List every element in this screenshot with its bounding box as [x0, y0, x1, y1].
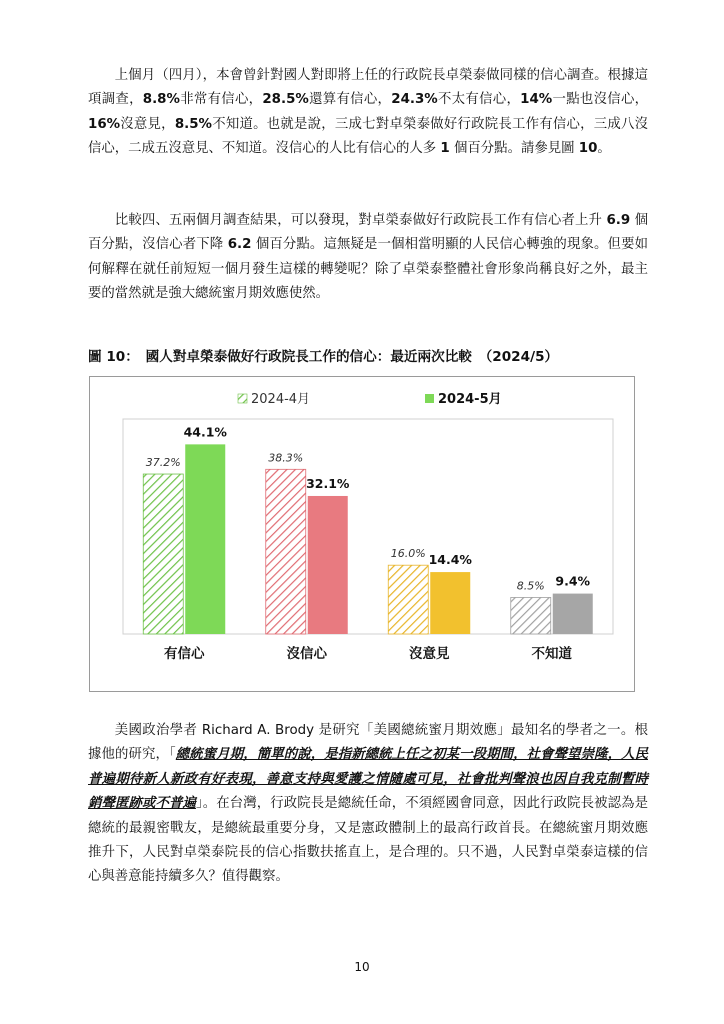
text-segment: 還算有信心， [308, 92, 392, 108]
bar-2024-4-3 [511, 597, 551, 634]
text-segment: 沒意見， [120, 116, 175, 132]
paragraph-brody [88, 719, 648, 890]
bar-2024-4-1 [266, 469, 306, 634]
paragraph-comparison [88, 209, 648, 307]
data-label-2024-5-0: 44.1% [183, 424, 227, 440]
stat-value: 14% [520, 92, 553, 108]
stat-value: 8.5% [174, 116, 212, 132]
paragraph-april-survey [88, 64, 648, 162]
text-segment: 不知道。也就是說，三成七對卓榮泰做好行政院長工作有信心，三成八沒信心，二成五沒意見、不知道。沒信心的人比有信心的人多 [88, 116, 649, 157]
stat-value: 6.2 [227, 237, 252, 253]
text-segment: 」。在台灣，行政院長是總統任命，不須經國會同意，因此行政院長被認為是總統的最親密戰友，是總統最重要分身，又是憲政體制上的最高行政首長。在總統蜜月期效應推升下，人民對卓榮泰院長的信心指數扶搖直上，是合理的。只不過，人民對卓榮泰這樣的信心與善意能持續多久？值得觀察。 [88, 796, 648, 885]
text-segment: 個百分點，沒信心者下降 [88, 213, 648, 253]
text-segment: 個百分點。這無疑是一個相當明顯的人民信心轉強的現象。但要如何解釋在就任前短短一個月發生這樣的轉變呢？除了卓榮泰整體社會形象尚稱良好之外，最主要的當然就是強大總統蜜月期效應使然。 [88, 237, 648, 302]
stat-value: 24.3% [391, 92, 438, 108]
legend-swatch-2024-5 [425, 394, 434, 403]
data-label-2024-4-2: 16.0% [390, 547, 426, 561]
figure-title: 圖 10： 國人對卓榮泰做好行政院長工作的信心：最近兩次比較 （2024/5） [88, 349, 559, 365]
bar-2024-4-2 [388, 565, 428, 634]
data-label-2024-4-1: 38.3% [268, 451, 304, 465]
stat-value: 8.8% [142, 92, 180, 108]
text-segment: 上個月（四月），本會曾針對國人對即將上任的行政院長卓榮泰做同樣的信心調查。根據這項調查， [88, 68, 648, 108]
legend-swatch-2024-4 [238, 394, 247, 403]
text-segment: 個百分點。請參見圖 [449, 141, 579, 157]
bar-2024-5-2 [430, 572, 470, 634]
stat-value: 1 [440, 141, 450, 157]
category-label-1: 沒信心 [286, 646, 327, 662]
stat-value: 16% [88, 116, 121, 132]
emphasized-quote: 總統蜜月期，簡單的說，是指新總統上任之初某一段期間，社會聲望崇隆，人民普遍期待新人新政有好表現，善意支持與愛護之情隨處可見，社會批判聲浪也因自我克制暫時銷聲匿跡或不普遍 [88, 747, 648, 812]
stat-value: 6.9 [606, 213, 631, 228]
data-label-2024-4-3: 8.5% [516, 579, 545, 593]
bar-chart [89, 376, 635, 692]
bar-2024-5-0 [185, 444, 225, 634]
text-segment: 非常有信心， [179, 92, 263, 108]
legend-label-2024-5: 2024-5月 [438, 392, 502, 407]
data-label-2024-5-1: 32.1% [306, 475, 350, 491]
text-segment: 。 [597, 141, 611, 157]
text-segment: 美國政治學者 Richard A. Brody 是研究「美國總統蜜月期效應」最知名的學者之一。根據他的研究，「 [88, 723, 648, 763]
text-segment: 比較四、五兩個月調查結果，可以發現，對卓榮泰做好行政院長工作有信心者上升 [114, 213, 607, 228]
category-label-3: 不知道 [531, 646, 572, 662]
category-label-2: 沒意見 [409, 646, 450, 662]
page-number: 10 [354, 960, 370, 974]
data-label-2024-5-3: 9.4% [555, 573, 591, 589]
data-label-2024-5-2: 14.4% [428, 552, 472, 568]
data-label-2024-4-0: 37.2% [145, 456, 181, 470]
chart-canvas [90, 377, 636, 693]
text-segment: 不太有信心， [437, 92, 521, 108]
category-label-0: 有信心 [164, 646, 205, 662]
legend-label-2024-4: 2024-4月 [251, 392, 311, 407]
text-segment: 一點也沒信心， [552, 92, 649, 108]
bar-2024-5-3 [553, 594, 593, 634]
stat-value: 10 [578, 141, 598, 157]
bar-2024-4-0 [143, 474, 183, 634]
stat-value: 28.5% [262, 92, 309, 108]
bar-2024-5-1 [308, 496, 348, 634]
